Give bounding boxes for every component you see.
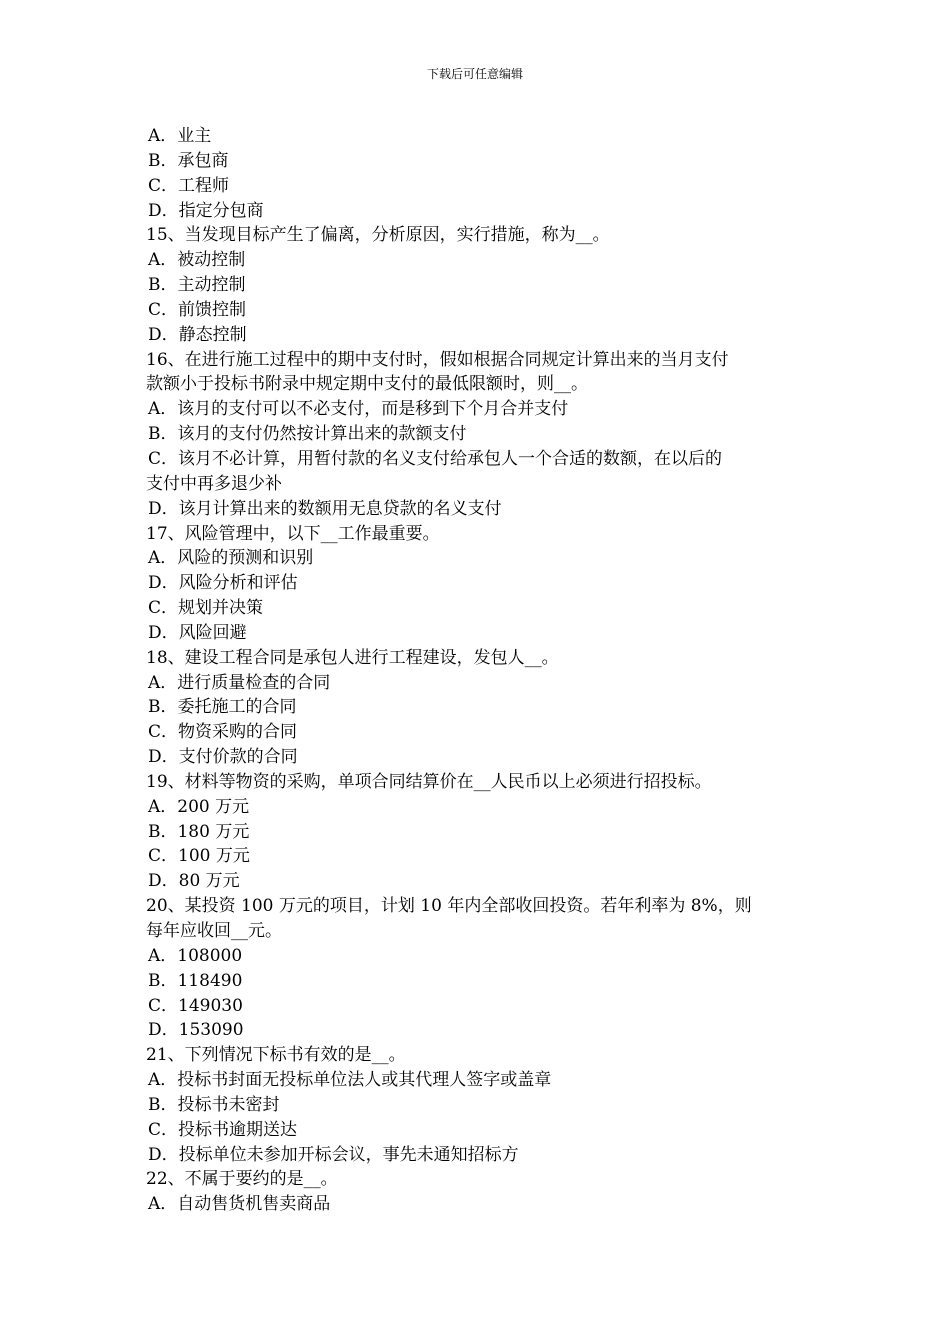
answer-option: A．业主 [148,126,212,146]
answer-option: A．被动控制 [148,250,246,271]
answer-option: B．承包商 [148,150,229,171]
answer-option: A．风险的预测和识别 [148,548,314,569]
answer-option: B．118490 [148,970,243,991]
answer-option: D．风险回避 [148,622,247,643]
question-text: 16、在进行施工过程中的期中支付时，假如根据合同规定计算出来的当月支付 [146,349,729,370]
answer-option: C．工程师 [148,175,230,196]
answer-option: A．进行质量检查的合同 [148,672,331,693]
question-text: 15、当发现目标产生了偏离，分析原因，实行措施，称为__。 [146,225,610,246]
question-text: 20、某投资 100 万元的项目，计划 10 年内全部收回投资。若年利率为 8%，则 [146,896,752,917]
question-text: 19、材料等物资的采购，单项合同结算价在__人民币以上必须进行招投标。 [146,771,712,792]
question-text: 18、建设工程合同是承包人进行工程建设，发包人__。 [146,647,559,668]
answer-option: C．149030 [148,995,243,1016]
answer-option: D．风险分析和评估 [148,573,298,594]
question-text: 21、下列情况下标书有效的是__。 [146,1045,406,1066]
answer-option: B．主动控制 [148,275,246,296]
question-text: 支付中再多退少补 [146,473,282,494]
answer-option: A．该月的支付可以不必支付，而是移到下个月合并支付 [148,399,569,420]
answer-option: C．前馈控制 [148,299,247,320]
answer-option: D．静态控制 [148,324,247,345]
answer-option: D．该月计算出来的数额用无息贷款的名义支付 [148,498,502,519]
answer-option: B．委托施工的合同 [148,697,297,718]
answer-option: C．物资采购的合同 [148,722,298,743]
page-header: 下载后可任意编辑 [426,67,523,81]
answer-option: D．153090 [148,1020,244,1041]
answer-option: B．投标书未密封 [148,1094,280,1115]
answer-option: A．108000 [148,945,243,966]
answer-option: C．投标书逾期送达 [148,1119,298,1140]
question-text: 款额小于投标书附录中规定期中支付的最低限额时，则__。 [146,374,588,395]
answer-option: C．该月不必计算，用暂付款的名义支付给承包人一个合适的数额，在以后的 [148,448,723,469]
answer-option: D．支付价款的合同 [148,747,298,768]
answer-option: D．指定分包商 [148,200,264,221]
answer-option: C．100 万元 [148,846,250,867]
answer-option: A．200 万元 [148,796,250,817]
document-body [146,124,810,1217]
answer-option: C．规划并决策 [148,598,264,619]
answer-option: A．自动售货机售卖商品 [148,1194,331,1215]
answer-option: B．180 万元 [148,821,250,842]
answer-option: B．该月的支付仍然按计算出来的款额支付 [148,424,467,445]
question-text: 每年应收回__元。 [146,921,282,941]
question-text: 17、风险管理中，以下__工作最重要。 [146,523,440,544]
answer-option: D．投标单位未参加开标会议，事先未通知招标方 [148,1144,519,1165]
question-text: 22、不属于要约的是__。 [146,1169,338,1190]
answer-option: D．80 万元 [148,871,240,892]
answer-option: A．投标书封面无投标单位法人或其代理人签字或盖章 [148,1070,552,1091]
